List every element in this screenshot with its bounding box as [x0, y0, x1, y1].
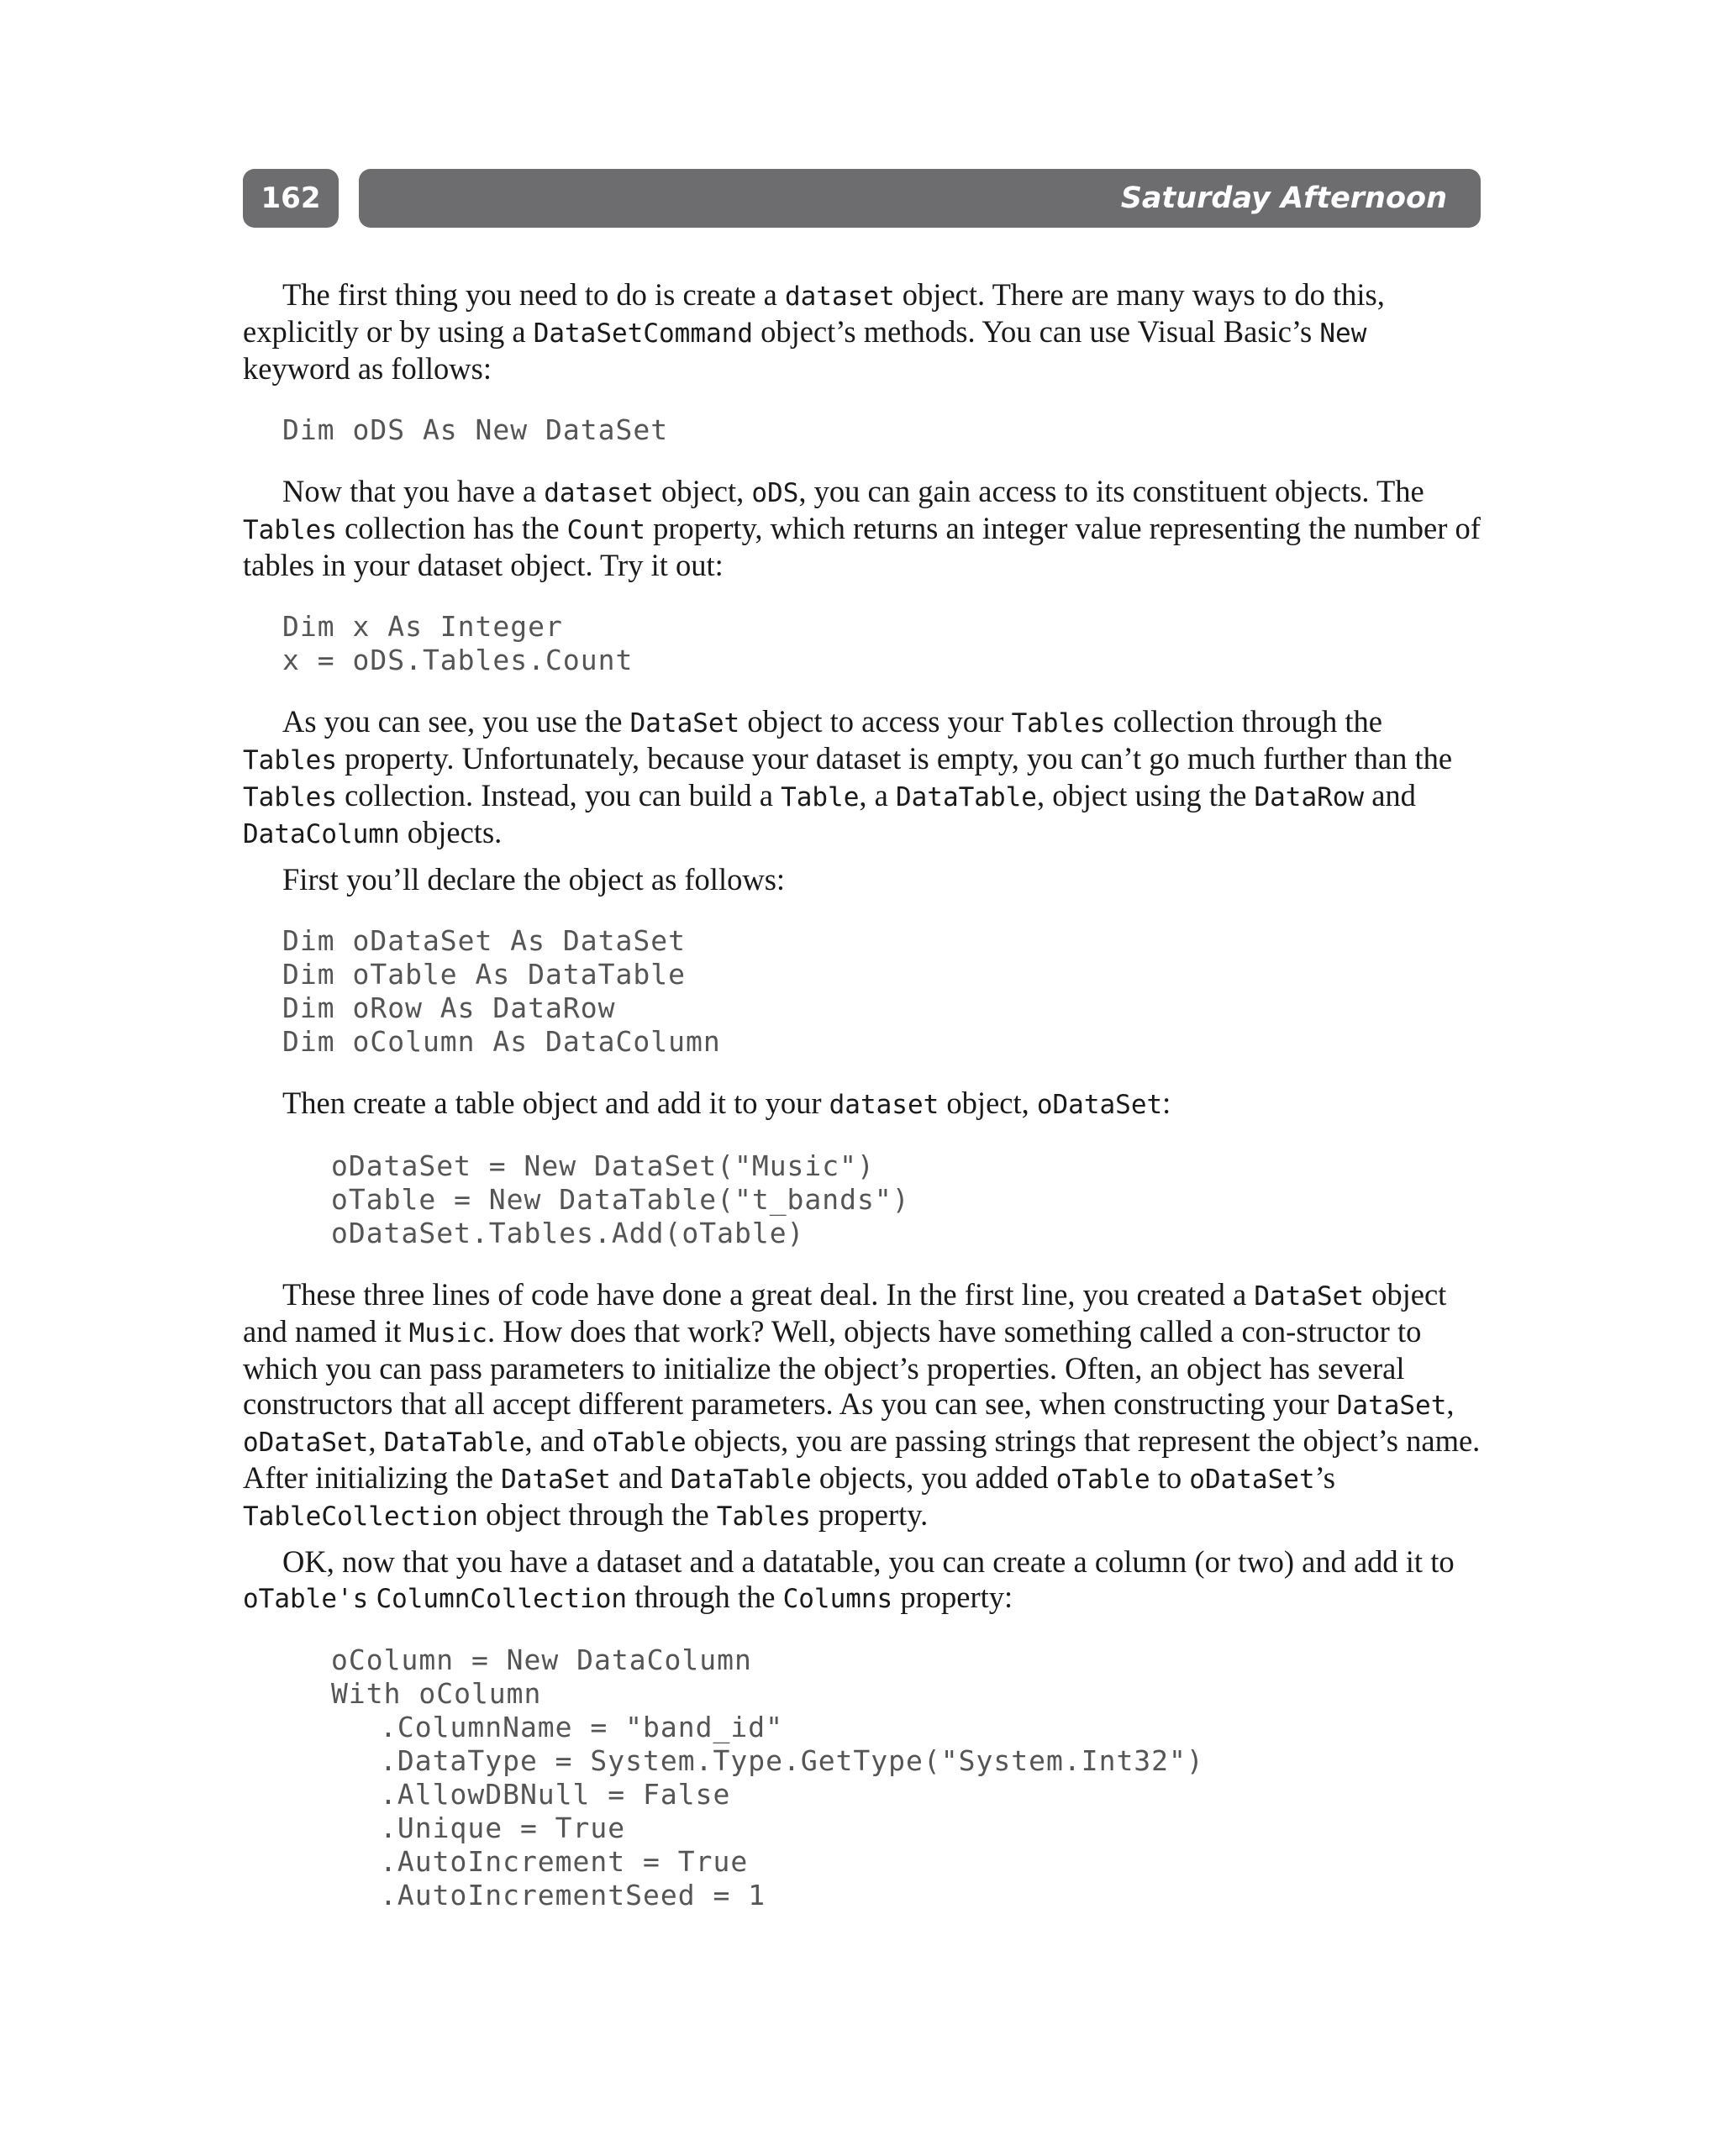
page-content: [243, 277, 1481, 1912]
paragraph-1: The first thing you need to do is create a dataset object. There are many ways to do this, explicitly or by using a DataSetCommand object’s methods. You can use Visual Basic’s New keyword as follows:: [243, 277, 1385, 386]
code-line: .DataType = System.Type.GetType("System.Int32"): [380, 1744, 1204, 1777]
code-line: Dim x As Integer: [282, 610, 563, 643]
paragraph-2: Now that you have a dataset object, oDS, you can gain access to its constituent objects. The Tables collection has the Count property, which returns an integer value representing the number of tables in your dataset object. Try it out:: [243, 474, 1481, 582]
code-line: x = oDS.Tables.Count: [282, 644, 634, 676]
code-block-3: [243, 924, 1481, 1059]
code-block-4: [243, 1149, 1481, 1250]
code-line: Dim oRow As DataRow: [282, 991, 616, 1024]
paragraph-7: OK, now that you have a dataset and a datatable, you can create a column (or two) and add it to oTable's ColumnCollection through the Columns property:: [243, 1544, 1455, 1614]
code-line: .ColumnName = "band_id": [380, 1711, 783, 1743]
code-line: Dim oTable As DataTable: [282, 958, 686, 991]
paragraph-6: These three lines of code have done a great deal. In the first line, you created a DataSet object and named it Music. How does that work? Well, objects have something called a con-structor to which you can pass parameters to initialize the object’s properties. Often, an object has several constructors that all accept different parameters. As you can see, when constructing your DataSet, oDataSet, DataTable, and oTable objects, you are passing strings that represent the object’s name. After initializing the DataSet and DataTable objects, you added oTable to oDataSet’s TableCollection object through the Tables property.: [243, 1277, 1481, 1532]
code-line: Dim oDS As New DataSet: [282, 413, 669, 446]
code-block-2: [243, 610, 1481, 677]
paragraph-5: Then create a table object and add it to your dataset object, oDataSet:: [282, 1086, 1171, 1120]
code-line: oColumn = New DataColumn: [331, 1643, 752, 1676]
code-line: oTable = New DataTable("t_bands"): [331, 1183, 910, 1216]
code-line: .Unique = True: [380, 1812, 626, 1844]
running-header: [243, 169, 1481, 228]
running-head-title: Saturday Afternoon: [359, 169, 1481, 228]
code-line: .AllowDBNull = False: [380, 1778, 731, 1811]
code-line: oDataSet.Tables.Add(oTable): [331, 1217, 805, 1249]
code-line: .AutoIncrementSeed = 1: [380, 1879, 766, 1911]
code-line: Dim oColumn As DataColumn: [282, 1025, 721, 1058]
paragraph-4: First you’ll declare the object as follows:: [282, 862, 786, 897]
code-line: Dim oDataSet As DataSet: [282, 924, 686, 957]
code-block-1: [243, 413, 1481, 447]
page-number: 162: [243, 169, 339, 228]
code-line: oDataSet = New DataSet("Music"): [331, 1149, 875, 1182]
code-block-5-with-body: [243, 1711, 1481, 1912]
paragraph-3: As you can see, you use the DataSet object to access your Tables collection through the Tables property. Unfortunately, because your dataset is empty, you can’t go much further than the Tables collection. Instead, you can build a Table, a DataTable, object using the DataRow and DataColumn objects.: [243, 704, 1453, 849]
code-block-5: [243, 1643, 1481, 1711]
code-line: .AutoIncrement = True: [380, 1845, 749, 1878]
code-line: With oColumn: [331, 1677, 542, 1710]
